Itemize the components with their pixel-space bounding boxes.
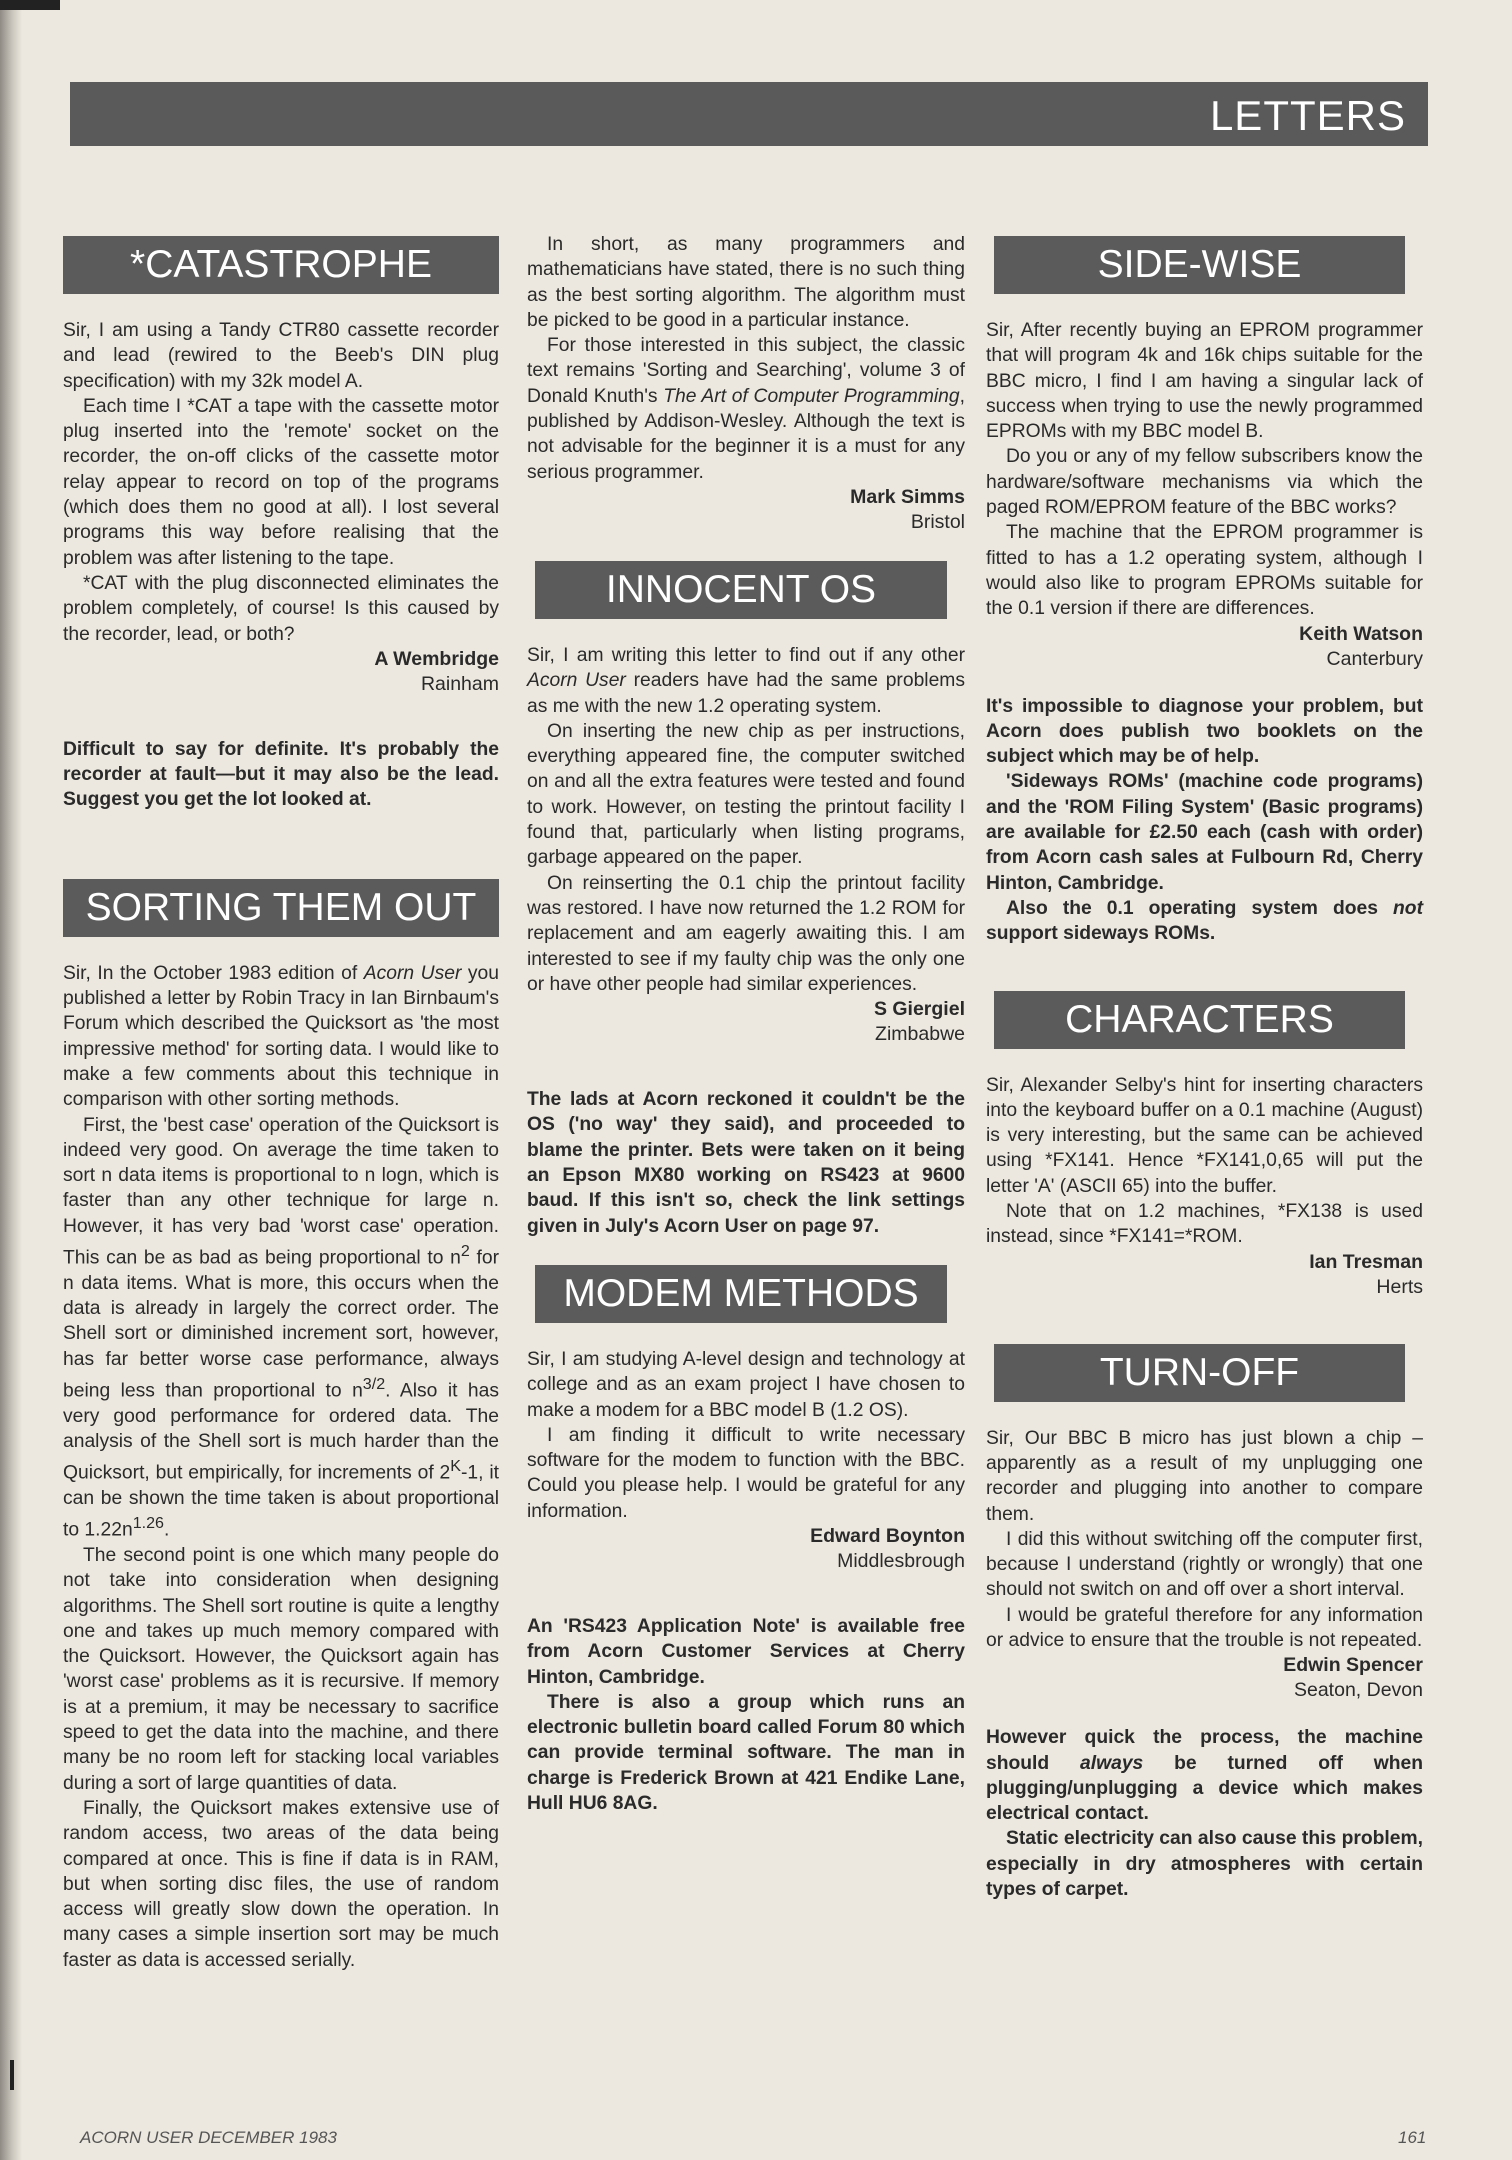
innocent-place: Zimbabwe [875,1023,965,1046]
footer-page-number: 161 [1398,2128,1427,2147]
catastrophe-paragraph: Each time I *CAT a tape with the cassette motor plug inserted into the 'remote' socket on the recorder, the on-off clicks of the cassette motor relay appear to record on top of the programs (which does them no good at all). I lost several programs this way before realising that the problem was after listening to the tape. [63,395,499,569]
footer-publication: ACORN USER DECEMBER 1983 [80,2128,337,2147]
characters-place: Herts [1376,1275,1423,1298]
turnoff-author: Edwin Spencer [1283,1654,1423,1677]
sorting-place: Bristol [910,510,965,533]
modem-author: Edward Boynton [810,1524,965,1547]
innocent-heading: INNOCENT OS [535,561,947,619]
innocent-author: S Giergiel [873,998,965,1021]
sorting-paragraph: For those interested in this subject, the classic text remains 'Sorting and Searching', volume 3 of Donald Knuth's The Art of Computer Programming, published by Addison-Wesley. Although the text is not advisable for the beginner it is a must for any serious programmer. [527,335,965,483]
modem-heading: MODEM METHODS [535,1265,947,1323]
catastrophe-paragraph: *CAT with the plug disconnected eliminates the problem completely, of course! Is this caused by the recorder, lead, or both? [63,572,499,645]
turnoff-reply: Static electricity can also cause this problem, especially in dry atmospheres with certain types of carpet. [986,1828,1423,1901]
section-header-bar [70,82,1428,146]
characters-paragraph: Sir, Alexander Selby's hint for inserting characters into the keyboard buffer on a 0.1 machine (August) is very interesting, but the same can be achieved using *FX141. Hence *FX141,0,65 will put the letter 'A' (ASCII 65) into the buffer. [986,1074,1423,1197]
catastrophe-heading: *CATASTROPHE [63,236,499,294]
sidewise-reply: Also the 0.1 operating system does not support sideways ROMs. [986,897,1423,945]
modem-paragraph: I am finding it difficult to write necessary software for the modem to function with the BBC. Could you please help. I would be grateful for any information. [527,1424,965,1522]
turnoff-paragraph: I did this without switching off the computer first, because I understand (rightly or wrongly) that one should not switch on and off over a short interval. [986,1528,1423,1601]
catastrophe-author: A Wembridge [374,647,499,670]
sorting-paragraph: Finally, the Quicksort makes extensive use of random access, two areas of the data being compared at once. This is fine if data is in RAM, but when sorting disc files, the use of random access will greatly slow down the operation. In many cases a simple insertion sort may be much faster as data is accessed serially. [63,1797,499,1971]
sidewise-paragraph: Sir, After recently buying an EPROM programmer that will program 4k and 16k chips suitable for the BBC micro, I find I am having a singular lack of success when trying to use the newly programmed EPROMs with my BBC model B. [986,320,1423,443]
catastrophe-reply: Difficult to say for definite. It's probably the recorder at fault—but it may also be the lead. Suggest you get the lot looked at. [63,738,499,811]
turnoff-reply: However quick the process, the machine should always be turned off when plugging/unplugging a device which makes electrical contact. [986,1727,1423,1825]
sidewise-place: Canterbury [1326,647,1423,670]
sorting-paragraph: The second point is one which many people do not take into consideration when designing algorithms. The Shell sort routine is quite a lengthy one and takes up much memory compared with the Quicksort. However, the Quicksort again has 'worst case' problems as it is recursive. If memory is at a premium, it may be necessary to sacrifice speed to get the data into the machine, and there many be no room left for stacking local variables during a sort of large quantities of data. [63,1544,499,1794]
innocent-paragraph: On inserting the new chip as per instructions, everything appeared fine, the computer switched on and all the extra features were tested and found to work. However, on testing the printout facility I found that, particularly when listing programs, garbage appeared on the paper. [527,720,965,869]
characters-author: Ian Tresman [1309,1250,1423,1273]
turnoff-heading: TURN-OFF [994,1344,1405,1402]
modem-reply: There is also a group which runs an electronic bulletin board called Forum 80 which can provide terminal software. The man in charge is Frederick Brown at 421 Endike Lane, Hull HU6 8AG. [527,1691,965,1815]
page-gutter-shadow [0,0,22,2160]
sorting-author: Mark Simms [850,485,965,508]
scan-corner-mark [0,0,60,10]
section-title: LETTERS [1209,92,1406,139]
innocent-paragraph: On reinserting the 0.1 chip the printout facility was restored. I have now returned the 1.2 ROM for replacement and am eagerly awaiting this. I am interested to see if my faulty chip was the only one or have other people had similar experiences. [527,872,965,995]
modem-paragraph: Sir, I am studying A-level design and technology at college and as an exam project I have chosen to make a modem for a BBC model B (1.2 OS). [527,1348,965,1421]
column-3 [986,232,1423,1902]
sorting-paragraph: Sir, In the October 1983 edition of Acorn User you published a letter by Robin Tracy in Ian Birnbaum's Forum which described the Quicksort as 'the most impressive method' for sorting data. I would like to make a few comments about this technique in comparison with other sorting methods. [63,962,499,1111]
sorting-paragraph: In short, as many programmers and mathematicians have stated, there is no such thing as the best sorting algorithm. The algorithm must be picked to be good in a particular instance. [527,234,965,331]
column-1 [63,232,499,1973]
innocent-reply: The lads at Acorn reckoned it couldn't be the OS ('no way' they said), and proceeded to blame the printer. Bets were taken on it being an Epson MX80 working on RS423 at 9600 baud. If this isn't so, check the link settings given in July's Acorn User on page 97. [527,1089,965,1237]
sorting-paragraph: First, the 'best case' operation of the Quicksort is indeed very good. On average the time taken to sort n data items is proportional to n logn, which is faster than any other technique for large n. However, it has very bad 'worst case' operation. This can be as bad as being proportional to $n^2$ for n data items. What is more, this occurs when the data is already in largely the correct order. The Shell sort or diminished increment sort, however, has far better worse case performance, always being less than proportional to $n^{3/2}$. Also it has very good performance for ordered data. The analysis of the Shell sort is much harder than the Quicksort, but empirically, for increments of $2^K-1$, it can be shown the time taken is about proportional to $1.22n^{1.26}$. [63,1114,500,1541]
modem-place: Middlesbrough [837,1549,965,1572]
catastrophe-paragraph: Sir, I am using a Tandy CTR80 cassette recorder and lead (rewired to the Beeb's DIN plug specification) with my 32k model A. [63,320,499,392]
sidewise-paragraph: Do you or any of my fellow subscribers know the hardware/software mechanisms via which the paged ROM/EPROM feature of the BBC works? [986,446,1423,519]
modem-reply: An 'RS423 Application Note' is available free from Acorn Customer Services at Cherry Hinton, Cambridge. [527,1615,965,1688]
innocent-paragraph: Sir, I am writing this letter to find out if any other Acorn User readers have had the same problems as me with the new 1.2 operating system. [527,644,966,717]
sorting-heading: SORTING THEM OUT [63,879,499,937]
sidewise-heading: SIDE-WISE [994,236,1405,294]
sidewise-author: Keith Watson [1299,622,1423,645]
sidewise-paragraph: The machine that the EPROM programmer is fitted to has a 1.2 operating system, although I would also like to program EPROMs suitable for the 0.1 version if there are differences. [986,522,1423,620]
characters-heading: CHARACTERS [994,991,1405,1049]
turnoff-paragraph: Sir, Our BBC B micro has just blown a chip – apparently as a result of my unplugging one recorder and plugging into another to compare them. [986,1427,1423,1525]
scan-spine-mark [10,2060,14,2090]
catastrophe-place: Rainham [420,672,499,695]
turnoff-paragraph: I would be grateful therefore for any information or advice to ensure that the trouble is not repeated. [986,1604,1423,1651]
column-2 [527,232,965,1816]
turnoff-place: Seaton, Devon [1293,1679,1423,1702]
sidewise-reply: It's impossible to diagnose your problem, but Acorn does publish two booklets on the subject which may be of help. [986,695,1423,768]
sidewise-reply: 'Sideways ROMs' (machine code programs) and the 'ROM Filing System' (Basic programs) are available for £2.50 each (cash with order) from Acorn cash sales at Fulbourn Rd, Cherry Hinton, Cambridge. [986,771,1423,894]
characters-paragraph: Note that on 1.2 machines, *FX138 is used instead, since *FX141=*ROM. [986,1201,1423,1248]
